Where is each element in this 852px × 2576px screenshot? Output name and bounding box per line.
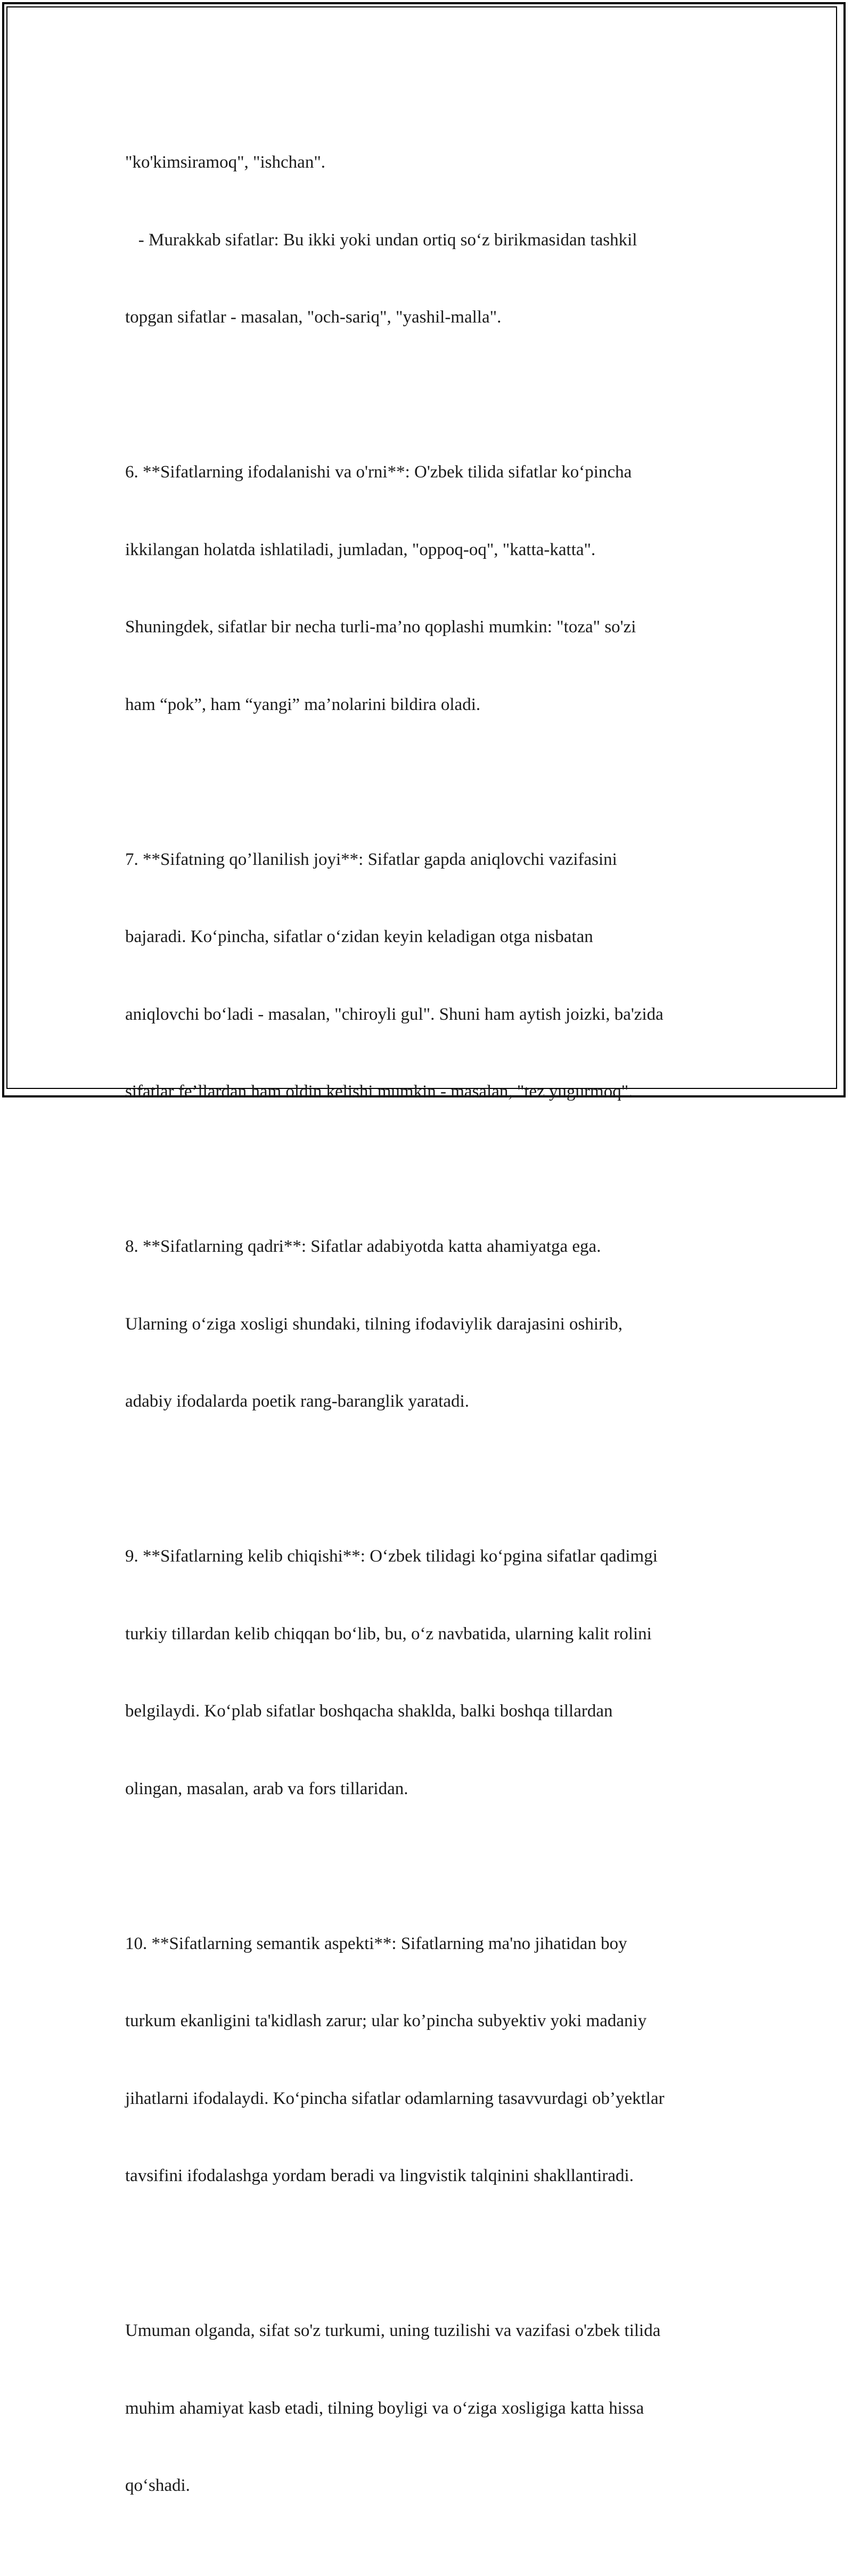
text-line: qo‘shadi. bbox=[125, 2476, 190, 2495]
text-line: olingan, masalan, arab va fors tillaridan. bbox=[125, 1779, 408, 1798]
text-line: tavsifini ifodalashga yordam beradi va lingvistik talqinini shakllantiradi. bbox=[125, 2166, 634, 2185]
paragraph-compound-adjectives bbox=[125, 98, 730, 382]
paragraph-item-9 bbox=[125, 1492, 730, 1853]
text-line: Shuningdek, sifatlar bir necha turli-ma’no qoplashi mumkin: "toza" so'zi bbox=[125, 617, 636, 637]
text-line: Ularning o‘ziga xosligi shundaki, tilning ifodaviylik darajasini oshirib, bbox=[125, 1314, 622, 1334]
text-line: topgan sifatlar - masalan, "och-sariq", "yashil-malla". bbox=[125, 308, 502, 327]
paragraph-item-7 bbox=[125, 795, 730, 1157]
text-line: belgilaydi. Ko‘plab sifatlar boshqacha shaklda, balki boshqa tillardan bbox=[125, 1702, 613, 1721]
text-line: turkum ekanligini ta'kidlash zarur; ular ko’pincha subyektiv yoki madaniy bbox=[125, 2011, 647, 2030]
text-line: 10. **Sifatlarning semantik aspekti**: Sifatlarning ma'no jihatidan boy bbox=[125, 1934, 627, 1953]
text-line: bajaradi. Ko‘pincha, sifatlar o‘zidan keyin keladigan otga nisbatan bbox=[125, 927, 593, 946]
text-line: "ko'kimsiramoq", "ishchan". bbox=[125, 153, 326, 172]
text-line: turkiy tillardan kelib chiqqan bo‘lib, bu, o‘z navbatida, ularning kalit rolini bbox=[125, 1624, 652, 1644]
text-line: jihatlarni ifodalaydi. Ko‘pincha sifatlar odamlarning tasavvurdagi ob’yektlar bbox=[125, 2088, 665, 2108]
text-line: 7. **Sifatning qo’llanilish joyi**: Sifatlar gapda aniqlovchi vazifasini bbox=[125, 849, 617, 869]
paragraph-item-10 bbox=[125, 1879, 730, 2241]
text-line: ham “pok”, ham “yangi” ma’nolarini bildira oladi. bbox=[125, 695, 481, 714]
text-line: 6. **Sifatlarning ifodalanishi va o'rni**: O'zbek tilida sifatlar ko‘pincha bbox=[125, 463, 632, 482]
text-line: Umuman olganda, sifat so'z turkumi, uning tuzilishi va vazifasi o'zbek tilida bbox=[125, 2321, 661, 2340]
text-line: 9. **Sifatlarning kelib chiqishi**: O‘zbek tilidagi ko‘pgina sifatlar qadimgi bbox=[125, 1547, 658, 1566]
text-line: muhim ahamiyat kasb etadi, tilning boyligi va o‘ziga xosligiga katta hissa bbox=[125, 2398, 644, 2418]
text-line: ikkilangan holatda ishlatiladi, jumladan, "oppoq-oq", "katta-katta". bbox=[125, 540, 596, 559]
text-line: - Murakkab sifatlar: Bu ikki yoki undan ortiq so‘z birikmasidan tashkil bbox=[125, 230, 637, 250]
text-line: adabiy ifodalarda poetik rang-baranglik yaratadi. bbox=[125, 1392, 469, 1411]
paragraph-item-8 bbox=[125, 1182, 730, 1466]
paragraph-conclusion bbox=[125, 2266, 730, 2550]
text-line: 8. **Sifatlarning qadri**: Sifatlar adabiyotda katta ahamiyatga ega. bbox=[125, 1237, 601, 1256]
text-line: aniqlovchi bo‘ladi - masalan, "chiroyli gul". Shuni ham aytish joizki, ba'zida bbox=[125, 1004, 663, 1024]
document-body bbox=[125, 98, 730, 2576]
text-line: sifatlar fe’llardan ham oldin kelishi mumkin - masalan, "tez yugurmoq". bbox=[125, 1082, 633, 1101]
paragraph-item-6 bbox=[125, 408, 730, 769]
